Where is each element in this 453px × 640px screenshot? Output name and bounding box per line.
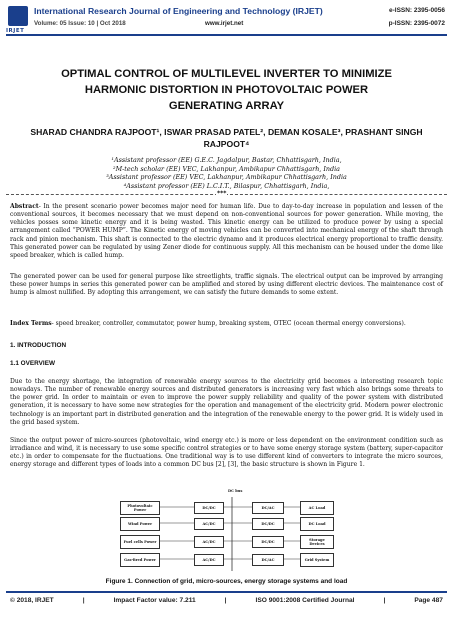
subsection-heading: 1.1 OVERVIEW <box>10 360 55 367</box>
volume-issue: Volume: 05 Issue: 10 | Oct 2018 <box>34 20 126 27</box>
paper-title <box>20 66 433 114</box>
source-box-wind: Wind Power <box>120 517 160 531</box>
source-converter: AC/DC <box>194 518 224 530</box>
source-converter: AC/DC <box>194 554 224 566</box>
logo-text: IRJET <box>6 28 25 34</box>
figure-1-diagram <box>118 489 334 573</box>
footer-copyright: © 2018, IRJET <box>10 597 54 604</box>
affiliation: ³Assistant professor (EE) VEC, Lakhanpur, Ambikapur Chhattisgarh, India <box>106 173 347 182</box>
abstract-text: - In the present scenario power becomes major need for human life. Due to day-to-day increase in population and lessen of the conventional sources, it becomes necessary that we must depend on non-conventional sources for power generation. While moving, the vehicles posses some kinetic energy and it is being wasted. This kinetic energy can be utilized to produce power by using a special arrangement called “POWER HUMP”. The Kinetic energy of moving vehicles can be converted into mechanical energy of the shaft through rack and pinion mechanism. This shaft is connected to the electric dynamo and it produces electrical energy proportional to traffic density. This generated power can be regulated by using Zener diode for continuous supply. All this mechanism can be housed under the dome like speed breaker, which is called hump. <box>10 203 443 259</box>
footer-page-number: Page 487 <box>414 597 443 604</box>
load-converter: DC/DC <box>252 518 284 530</box>
load-converter: DC/AC <box>252 502 284 514</box>
page-footer <box>10 597 443 604</box>
pissn: p-ISSN: 2395-0072 <box>388 20 445 27</box>
title-line: HARMONIC DISTORTION IN PHOTOVOLTAIC POWER <box>84 84 369 96</box>
footer-separator: | <box>224 597 227 604</box>
source-box-fuel-cells: Fuel cells Power <box>120 535 160 549</box>
journal-website[interactable]: www.irjet.net <box>205 20 244 27</box>
affiliation: ⁴Assistant professor (EE) L.C.I.T., Bilaspur, Chhattisgarh, India, <box>123 181 330 190</box>
load-box-grid: Grid System <box>300 553 334 567</box>
affiliation: ¹Assistant professor (EE) G.E.C. Jagdalpur, Bastar, Chhattisgarh, India, <box>111 156 342 164</box>
footer-separator: | <box>383 597 386 604</box>
source-converter: DC/DC <box>194 502 224 514</box>
load-box-dc: DC Load <box>300 517 334 531</box>
footer-impact-factor: Impact Factor value: 7.211 <box>113 597 196 604</box>
index-terms-label: Index Terms <box>10 320 52 327</box>
figure-caption: Figure 1. Connection of grid, micro-sources, energy storage systems and load <box>105 578 348 585</box>
abstract <box>10 203 443 260</box>
footer-separator: | <box>82 597 85 604</box>
footer-rule <box>6 591 447 593</box>
load-converter: DC/DC <box>252 536 284 548</box>
section-heading: 1. INTRODUCTION <box>10 342 67 349</box>
load-box-storage: Storage Devices <box>300 535 334 549</box>
affiliations <box>20 156 433 190</box>
intro-paragraph: Since the output power of micro-sources (photovoltaic, wind energy etc.) is more or less dependent on the environment condition such as irradiance and wind, it is necessary to use some specific control strategies or to have some energy storage system (battery, super-capacitor etc.) in order to compensate for the fluctuations. One traditional way is to use different kind of converters to integrate the micro sources, energy storage and different types of loads into a common DC bus [2], [3], the basic structure is shown in Figure 1. <box>10 437 443 469</box>
author-line: RAJPOOT⁴ <box>203 139 250 149</box>
header-rule <box>6 34 447 36</box>
index-terms <box>10 320 443 328</box>
abstract-paragraph-2: The generated power can be used for general purpose like streetlights, traffic signals. The electrical output can be improved by arranging these power humps in series this generated power can be amplified and stored by using different electric devices. The maintenance cost of hump is almost nullified. By adopting this arrangement, we can satisfy the future demands to some extent. <box>10 273 443 297</box>
title-line: OPTIMAL CONTROL OF MULTILEVEL INVERTER TO MINIMIZE <box>61 68 392 80</box>
load-box-ac: AC Load <box>300 501 334 515</box>
affiliation: ²M-tech scholar (EE) VEC, Lakhanpur, Ambikapur Chhattisgarh, India <box>113 164 340 173</box>
abstract-label: Abstract <box>10 203 39 210</box>
source-box-gas-fired: Gas-fired Power <box>120 553 160 567</box>
dc-bus-label: DC bus <box>228 489 243 493</box>
title-line: GENERATING ARRAY <box>168 100 285 112</box>
eissn: e-ISSN: 2395-0056 <box>388 7 445 14</box>
separator-mark: *** <box>217 190 227 197</box>
source-box-photovoltaic: Photovoltaic Power <box>120 501 160 515</box>
author-list <box>20 126 433 150</box>
index-terms-text: - speed breaker, controller, commutator, power hump, breaking system, OTEC (ocean thermal energy conversions). <box>51 320 406 327</box>
source-converter: AC/DC <box>194 536 224 548</box>
footer-iso: ISO 9001:2008 Certified Journal <box>255 597 355 604</box>
author-line: SHARAD CHANDRA RAJPOOT¹, ISWAR PRASAD PATEL², DEMAN KOSALE³, PRASHANT SINGH <box>30 127 423 137</box>
journal-logo <box>8 6 28 26</box>
load-converter: DC/AC <box>252 554 284 566</box>
journal-name: International Research Journal of Engineering and Technology (IRJET) <box>34 6 323 16</box>
intro-paragraph: Due to the energy shortage, the integration of renewable energy sources to the electricity grid becomes a interesting research topic nowadays. The number of renewable energy sources and distributed generators is increasing very fast which also brings some threats to the power grid. In order to maintain or even to improve the power supply reliability and quality of the power system with distributed generation, it is necessary to have some new strategies for the operation and management of the electricity grid. Modern power electronic technology is an important part in distributed generation and the integration of the renewable energy to the power grid. It is widely used in the grid based system. <box>10 378 443 426</box>
